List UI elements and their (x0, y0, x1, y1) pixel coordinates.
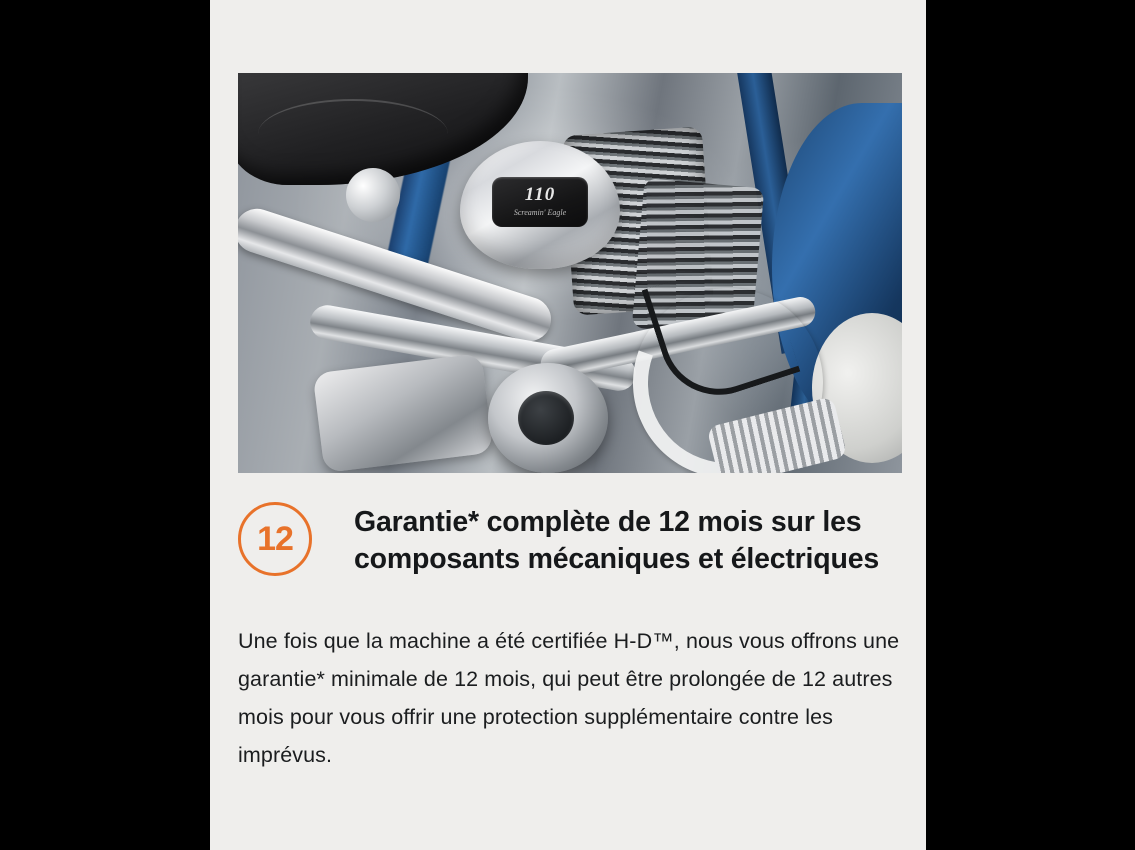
section-body-text: Une fois que la machine a été certifiée H-D™, nous vous offrons une garantie* minimale de 12 mois, qui peut être prolongée de 12 autres mois pour vous offrir une protection supplémentaire contre les imprévus. (238, 628, 900, 768)
image-backdrop (238, 73, 902, 473)
air-cleaner-badge-subtext: Screamin' Eagle (513, 208, 567, 217)
seat-stitching (258, 99, 448, 141)
step-number-badge: 12 (238, 502, 312, 576)
chrome-engine-cover (313, 353, 494, 473)
heading-row (238, 480, 902, 601)
air-cleaner-cover (460, 141, 620, 269)
content-card (210, 0, 926, 850)
crankcase-cover (488, 363, 608, 473)
crankcase-center (518, 391, 574, 445)
section-heading: Garantie* complète de 12 mois sur les composants mécaniques et électriques (354, 505, 879, 575)
air-cleaner-badge (492, 177, 588, 227)
air-cleaner-badge-number: 110 (524, 184, 556, 205)
motorcycle-engine-image (238, 73, 902, 473)
